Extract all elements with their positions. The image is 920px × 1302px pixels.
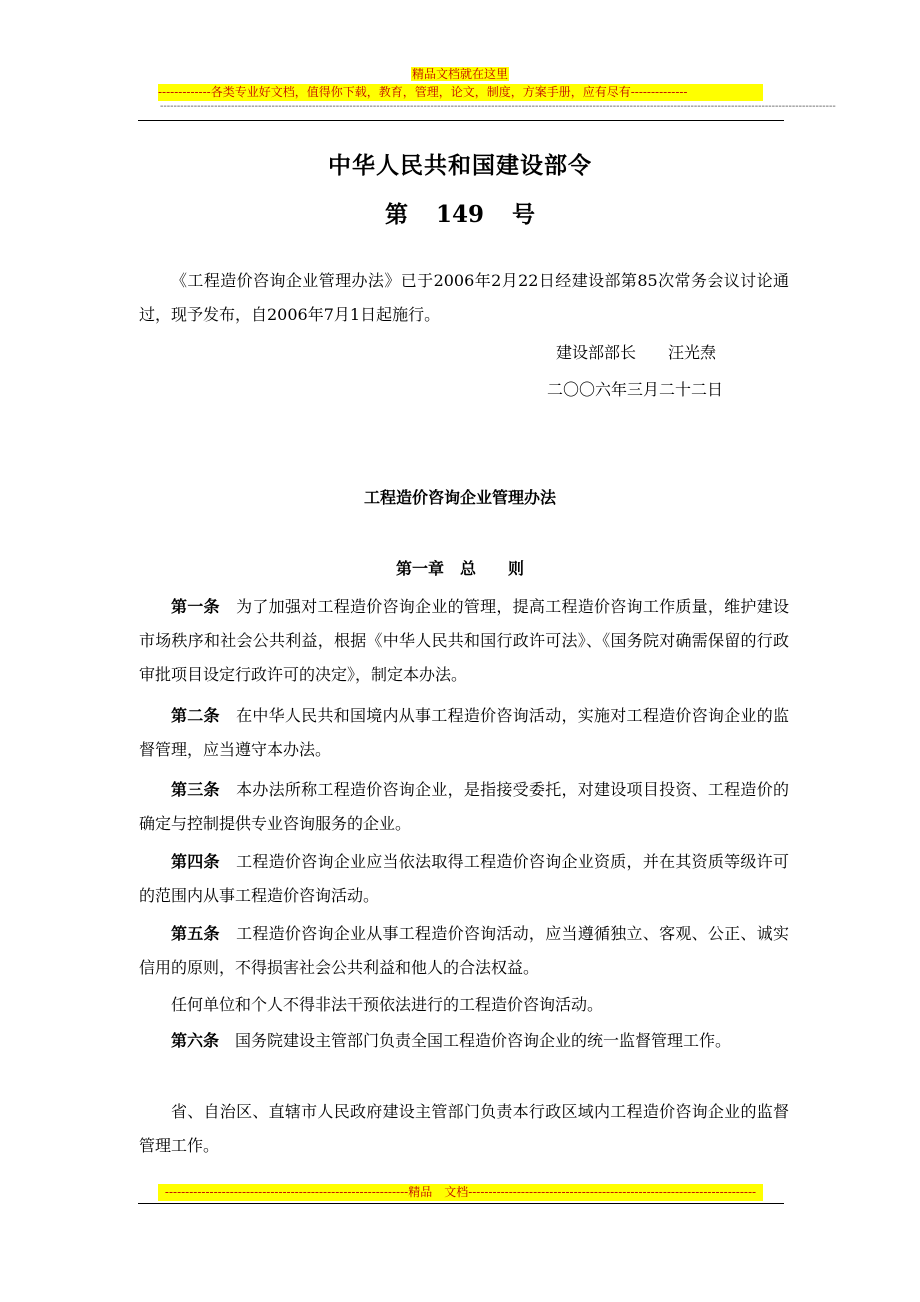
article-5 (139, 917, 789, 985)
article-label: 第四条 (171, 852, 220, 871)
article-3 (139, 773, 789, 841)
order-number-suffix: 号 (512, 201, 536, 228)
article-label: 第三条 (171, 780, 220, 799)
order-number-value: 149 (435, 201, 484, 228)
article-5-paragraph-2 (139, 988, 789, 1022)
header-rule (138, 120, 784, 121)
order-number-prefix: 第 (384, 201, 408, 228)
order-title: 中华人民共和国建设部令 (328, 152, 592, 179)
article-text: 本办法所称工程造价咨询企业，是指接受委托，对建设项目投资、工程造价的确定与控制提供专业咨询服务的企业。 (139, 780, 789, 833)
article-label: 第一条 (171, 597, 220, 616)
order-number (0, 198, 920, 232)
article-6 (139, 1024, 789, 1058)
article-1 (139, 590, 789, 692)
header-dash-line: -------------------------------------------------------------------------------------------------------------------------------------------------------------------------------------------------------- (160, 101, 836, 112)
chapter-heading: 第一章 总 则 (395, 559, 524, 578)
article-text: 省、自治区、直辖市人民政府建设主管部门负责本行政区域内工程造价咨询企业的监督管理工作。 (139, 1102, 789, 1155)
article-6-paragraph-2 (139, 1095, 789, 1163)
article-text: 任何单位和个人不得非法干预依法进行的工程造价咨询活动。 (171, 995, 604, 1014)
article-text: 工程造价咨询企业应当依法取得工程造价咨询企业资质，并在其资质等级许可的范围内从事工程造价咨询活动。 (139, 852, 789, 905)
footer-banner: ------------------------------------------------------------精品 文档----------------------------------------------------------------------- (158, 1184, 763, 1201)
order-signature: 建设部部长 汪光焘 (556, 343, 717, 362)
article-text: 国务院建设主管部门负责全国工程造价咨询企业的统一监督管理工作。 (235, 1031, 732, 1050)
order-date: 二〇〇六年三月二十二日 (547, 380, 724, 399)
article-4 (139, 845, 789, 913)
document-title: 工程造价咨询企业管理办法 (363, 488, 556, 507)
footer-rule (138, 1203, 784, 1204)
header-banner: -------------各类专业好文档，值得你下载，教育，管理，论文，制度，方案手册，应有尽有-------------- (158, 84, 763, 101)
article-label: 第五条 (171, 924, 220, 943)
article-text: 为了加强对工程造价咨询企业的管理，提高工程造价咨询工作质量，维护建设市场秩序和社会公共利益，根据《中华人民共和国行政许可法》、《国务院对确需保留的行政审批项目设定行政许可的决定》，制定本办法。 (139, 597, 789, 684)
order-body: 《工程造价咨询企业管理办法》已于2006年2月22日经建设部第85次常务会议讨论通过，现予发布，自2006年7月1日起施行。 (139, 271, 789, 324)
article-label: 第二条 (171, 706, 220, 725)
article-2 (139, 699, 789, 767)
header-top-label: 精品文档就在这里 (411, 67, 508, 81)
article-text: 工程造价咨询企业从事工程造价咨询活动，应当遵循独立、客观、公正、诚实信用的原则，不得损害社会公共利益和他人的合法权益。 (139, 924, 789, 977)
article-text: 在中华人民共和国境内从事工程造价咨询活动，实施对工程造价咨询企业的监督管理，应当遵守本办法。 (139, 706, 789, 759)
article-label: 第六条 (171, 1031, 220, 1050)
